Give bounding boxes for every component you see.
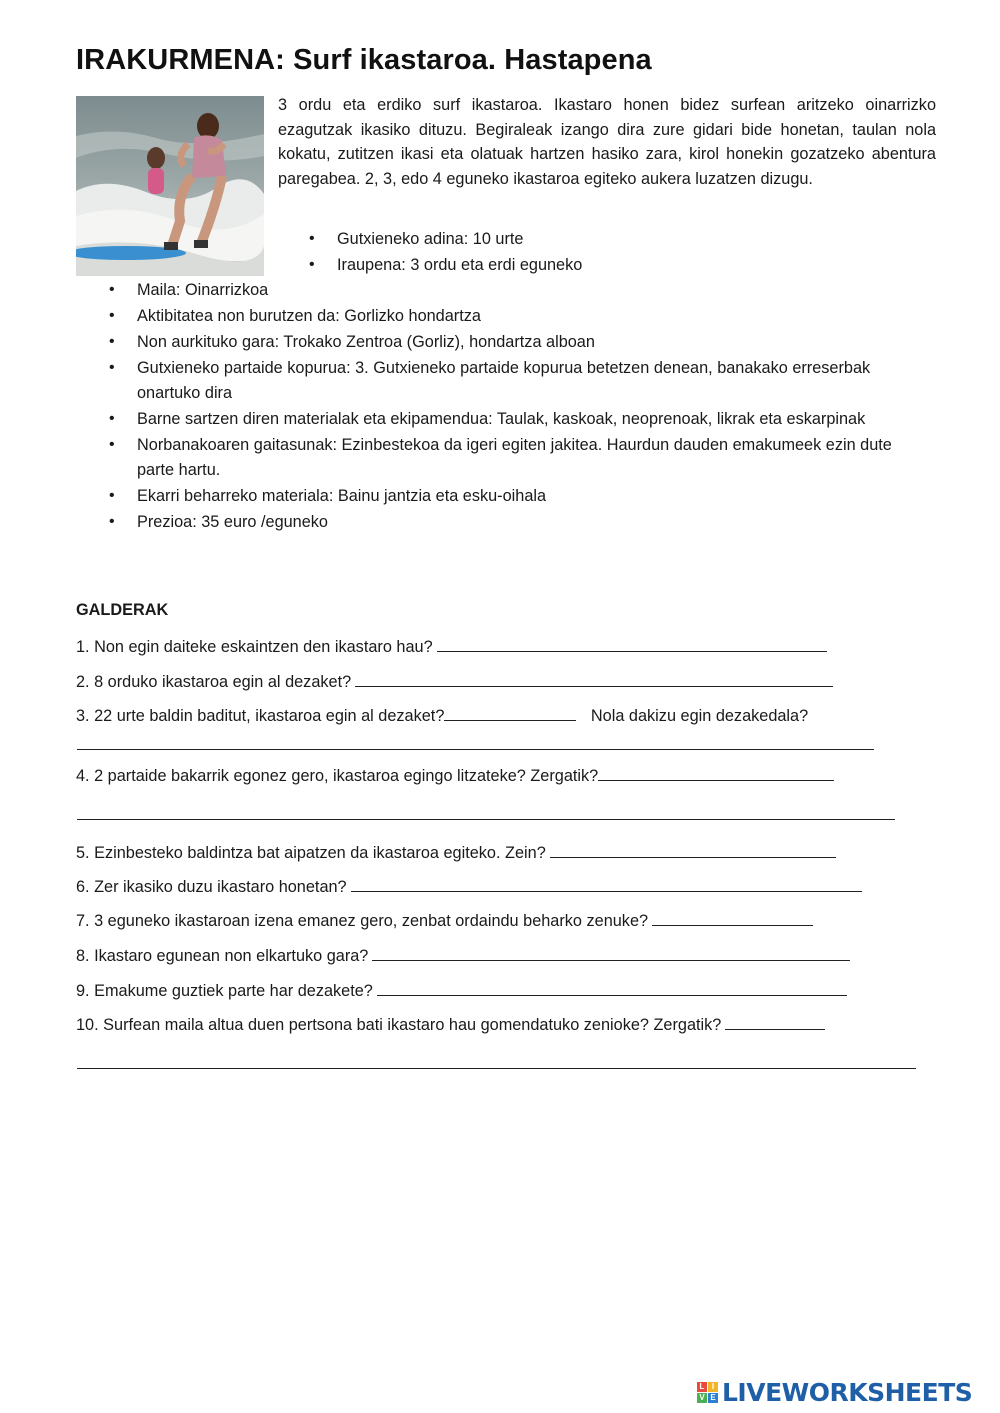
question-text: Nola dakizu egin dezakedala?: [590, 707, 809, 725]
list-item: • Non aurkituko gara: Trokako Zentroa (Gorliz), hondartza alboan: [137, 330, 927, 355]
question-1: [76, 636, 827, 658]
answer-field[interactable]: [550, 842, 836, 858]
list-item: • Barne sartzen diren materialak eta ekipamendua: Taulak, kaskoak, neoprenoak, likrak eta eskarpinak: [137, 407, 927, 432]
answer-field[interactable]: [377, 980, 847, 996]
question-5: [76, 842, 836, 864]
logo-mark-letter: E: [708, 1393, 718, 1403]
logo-text: LIVEWORKSHEETS: [722, 1378, 973, 1407]
answer-field[interactable]: [437, 636, 827, 652]
logo-mark-letter: V: [697, 1393, 707, 1403]
answer-field[interactable]: [444, 705, 576, 721]
question-9: [76, 980, 847, 1002]
list-item: • Iraupena: 3 ordu eta erdi eguneko: [337, 253, 582, 278]
question-8: [76, 945, 850, 967]
question-6: [76, 876, 862, 898]
question-4: [76, 765, 834, 787]
logo-mark-letter: L: [697, 1382, 707, 1392]
question-text: 1. Non egin daiteke eskaintzen den ikastaro hau?: [76, 638, 433, 656]
answer-field[interactable]: [77, 749, 874, 750]
surf-photo-illustration: [76, 96, 264, 276]
answer-field[interactable]: [77, 819, 895, 820]
logo-mark-icon: [697, 1382, 718, 1403]
course-details-list: [137, 278, 927, 536]
question-10: [76, 1014, 825, 1036]
list-item: • Aktibitatea non burutzen da: Gorlizko hondartza: [137, 304, 927, 329]
list-item: • Ekarri beharreko materiala: Bainu jantzia eta esku-oihala: [137, 484, 927, 509]
question-2: [76, 671, 833, 693]
question-text: 7. 3 eguneko ikastaroan izena emanez gero, zenbat ordaindu beharko zenuke?: [76, 912, 649, 930]
liveworksheets-logo: [697, 1378, 972, 1407]
question-text: 4. 2 partaide bakarrik egonez gero, ikastaroa egingo litzateke? Zergatik?: [76, 767, 599, 785]
intro-paragraph: 3 ordu eta erdiko surf ikastaroa. Ikastaro honen bidez surfean aritzeko oinarrizko ezagutzak ikasiko dituzu. Begiraleak izango dira zure gidari bide honetan, taulan nola kokatu, zutitzen ikasi eta olatuak hartzen hasiko zara, kirol honekin gozatzeko abentura paregabea. 2, 3, edo 4 eguneko ikastaroa egiteko aukera luzatzen dizugu.: [278, 96, 936, 188]
question-text: 3. 22 urte baldin baditut, ikastaroa egin al dezaket?: [76, 707, 445, 725]
page-title: IRAKURMENA: Surf ikastaroa. Hastapena: [76, 44, 652, 76]
question-text: 9. Emakume guztiek parte har dezakete?: [76, 982, 373, 1000]
list-item: • Maila: Oinarrizkoa: [137, 278, 927, 303]
logo-mark-letter: I: [708, 1382, 718, 1392]
answer-field[interactable]: [351, 876, 862, 892]
answer-field[interactable]: [355, 671, 833, 687]
question-text: 5. Ezinbesteko baldintza bat aipatzen da ikastaroa egiteko. Zein?: [76, 844, 546, 862]
question-text: 10. Surfean maila altua duen pertsona bati ikastaro hau gomendatuko zenioke? Zergatik?: [76, 1016, 722, 1034]
answer-field[interactable]: [598, 765, 834, 781]
question-text: 2. 8 orduko ikastaroa egin al dezaket?: [76, 673, 352, 691]
question-text: 6. Zer ikasiko duzu ikastaro honetan?: [76, 878, 347, 896]
answer-field[interactable]: [725, 1014, 825, 1030]
list-item: • Gutxieneko partaide kopurua: 3. Gutxieneko partaide kopurua betetzen denean, banakako erreserbak onartuko dira: [137, 356, 927, 405]
question-text: 8. Ikastaro egunean non elkartuko gara?: [76, 947, 369, 965]
question-7: [76, 910, 813, 932]
answer-field[interactable]: [77, 1068, 916, 1069]
list-item: • Prezioa: 35 euro /eguneko: [137, 510, 927, 535]
surf-photo: [76, 96, 264, 276]
list-item: • Norbanakoaren gaitasunak: Ezinbestekoa da igeri egiten jakitea. Haurdun dauden emakumeek ezin dute parte hartu.: [137, 433, 927, 482]
answer-field[interactable]: [372, 945, 850, 961]
question-3: [76, 705, 808, 727]
course-details-list-short: [337, 227, 582, 279]
answer-field[interactable]: [652, 910, 813, 926]
questions-heading: GALDERAK: [76, 601, 169, 619]
list-item: • Gutxieneko adina: 10 urte: [337, 227, 582, 252]
